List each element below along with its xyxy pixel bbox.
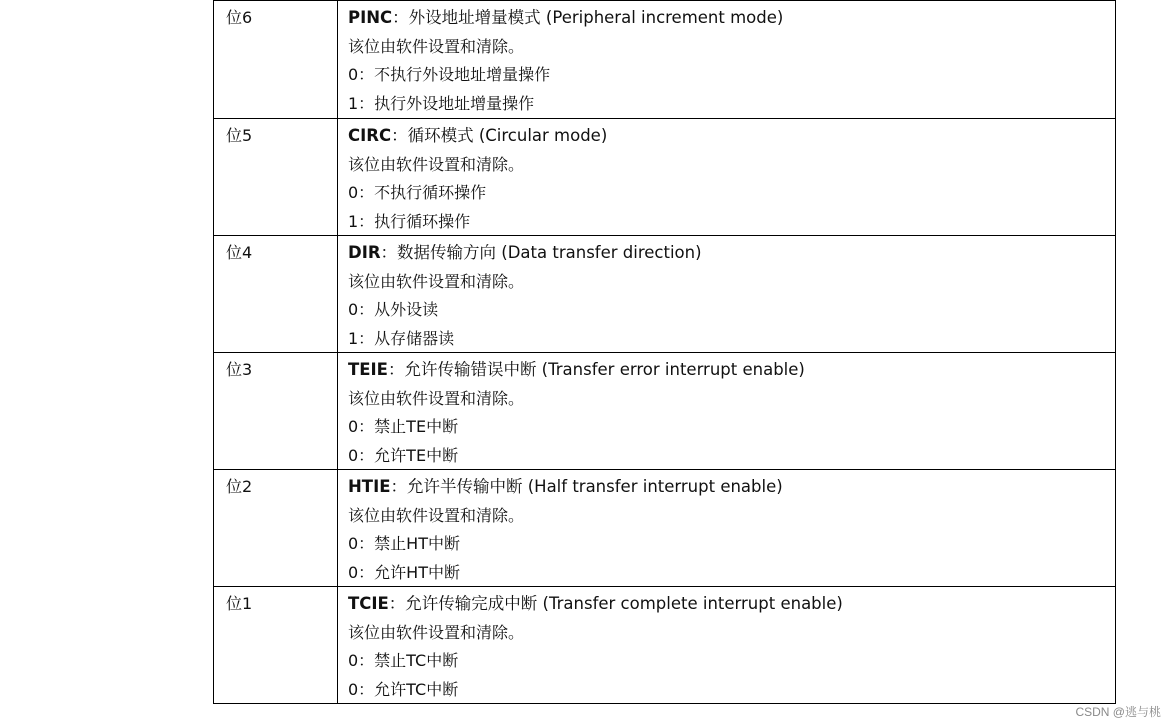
register-bit-table <box>213 0 1116 704</box>
bit-description <box>338 1 1115 118</box>
description-line: 0：允许TC中断 <box>348 679 459 699</box>
field-title-line <box>348 239 1115 268</box>
bit-description <box>338 236 1115 352</box>
bit-label: 位2 <box>214 470 338 586</box>
description-line: 1：执行外设地址增量操作 <box>348 93 535 113</box>
description-line: 0：允许HT中断 <box>348 562 460 582</box>
bit-description <box>338 119 1115 235</box>
field-title: ：允许半传输中断 (Half transfer interrupt enable) <box>390 477 783 496</box>
description-line: 该位由软件设置和清除。 <box>348 271 525 291</box>
bit-label: 位3 <box>214 353 338 469</box>
description-line: 0：禁止TC中断 <box>348 651 459 670</box>
field-title-line <box>348 590 1115 619</box>
description-line: 该位由软件设置和清除。 <box>348 505 525 525</box>
field-title: ：允许传输完成中断 (Transfer complete interrupt enable) <box>388 594 843 613</box>
watermark: CSDN @逃与桃 <box>1075 705 1161 719</box>
field-title-line <box>348 356 1115 385</box>
bit-description <box>338 353 1115 469</box>
field-title: ：允许传输错误中断 (Transfer error interrupt enable) <box>387 360 805 379</box>
description-line: 该位由软件设置和清除。 <box>348 388 525 408</box>
field-title-line <box>348 122 1115 151</box>
bit-description <box>338 587 1115 703</box>
bit-label: 位5 <box>214 119 338 235</box>
description-line: 0：不执行循环操作 <box>348 183 487 202</box>
field-name: HTIE <box>348 477 391 496</box>
description-line: 1：从存储器读 <box>348 328 455 348</box>
field-name: DIR <box>348 243 381 262</box>
table-row <box>214 0 1115 119</box>
field-name: PINC <box>348 8 393 27</box>
description-line: 0：从外设读 <box>348 300 439 319</box>
description-line: 该位由软件设置和清除。 <box>348 154 525 174</box>
description-line: 该位由软件设置和清除。 <box>348 622 525 642</box>
description-line: 1：执行循环操作 <box>348 211 471 231</box>
field-name: TEIE <box>348 360 388 379</box>
description-line: 0：不执行外设地址增量操作 <box>348 65 551 84</box>
description-line: 0：允许TE中断 <box>348 445 459 465</box>
table-row <box>214 119 1115 236</box>
field-title-line <box>348 473 1115 502</box>
description-line: 0：禁止TE中断 <box>348 417 459 436</box>
field-title: ：外设地址增量模式 (Peripheral increment mode) <box>392 8 784 27</box>
table-row <box>214 587 1115 704</box>
bit-label: 位4 <box>214 236 338 352</box>
table-row <box>214 236 1115 353</box>
field-title: ：循环模式 (Circular mode) <box>391 126 608 145</box>
field-title-line <box>348 4 1115 33</box>
table-row <box>214 353 1115 470</box>
bit-description <box>338 470 1115 586</box>
bit-label: 位1 <box>214 587 338 703</box>
bit-label: 位6 <box>214 1 338 118</box>
field-name: TCIE <box>348 594 389 613</box>
field-name: CIRC <box>348 126 392 145</box>
description-line: 该位由软件设置和清除。 <box>348 36 525 56</box>
field-title: ：数据传输方向 (Data transfer direction) <box>380 243 702 262</box>
description-line: 0：禁止HT中断 <box>348 534 460 553</box>
table-row <box>214 470 1115 587</box>
